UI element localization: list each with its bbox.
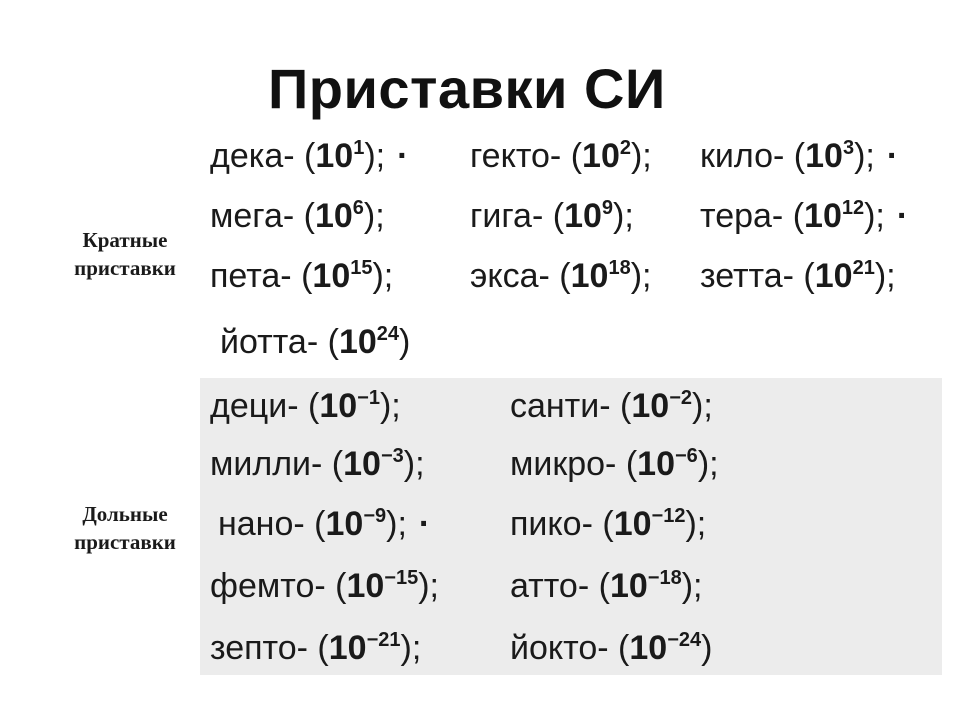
prefix-name: кило- <box>700 137 785 175</box>
prefix-item: йокто- $(10^{-24})$ <box>510 629 713 667</box>
prefix-item: экса- $(10^{18})$; <box>470 257 652 295</box>
prefix-base: 10 <box>609 567 648 605</box>
prefix-item: гекто- $(10^2)$; <box>470 137 652 175</box>
prefix-tail: ); <box>386 505 407 543</box>
prefix-exponent: −2 <box>669 387 692 409</box>
prefix-item: атто- $(10^{-18})$; <box>510 567 703 605</box>
prefix-exponent: 24 <box>376 323 400 345</box>
prefix-base: 10 <box>338 323 377 361</box>
prefix-exponent: 3 <box>842 137 855 159</box>
prefix-item: мега- $(10^6)$; <box>210 197 385 235</box>
prefix-tail: ); <box>692 387 713 425</box>
prefix-base: 10 <box>582 137 620 175</box>
prefix-exponent: −15 <box>384 567 419 589</box>
prefix-base: 10 <box>814 257 853 295</box>
prefix-exponent: −9 <box>363 505 387 527</box>
prefix-base: 10 <box>325 505 364 543</box>
prefix-tail: ); <box>379 387 401 425</box>
prefix-name: дека- <box>210 137 295 175</box>
prefix-base: 10 <box>328 629 367 667</box>
prefix-tail: ); <box>372 257 394 295</box>
prefix-exponent: −6 <box>675 445 698 467</box>
prefix-name: деци- <box>210 387 299 425</box>
prefix-item: микро- $(10^{-6})$; <box>510 445 719 483</box>
multiple-label-line2: приставки <box>74 256 176 280</box>
prefix-exponent: −24 <box>667 629 702 651</box>
prefix-tail: ); <box>864 197 885 235</box>
prefix-item: зепто- $(10^{-21})$; <box>210 629 422 667</box>
multiple-label-line1: Кратные <box>82 228 168 252</box>
prefix-exponent: −18 <box>647 567 682 589</box>
prefix-tail: ); <box>364 137 386 175</box>
prefix-name: пета- <box>210 257 292 295</box>
prefix-base: 10 <box>805 137 843 175</box>
prefix-name: фемто- <box>210 567 326 605</box>
prefix-tail: ) <box>701 629 713 667</box>
prefix-mark: · <box>418 505 431 543</box>
prefix-item: гига- $(10^9)$; <box>470 197 634 235</box>
prefix-name: зепто- <box>210 629 308 667</box>
prefix-name: экса- <box>470 257 550 295</box>
prefix-name: микро- <box>510 445 617 483</box>
prefix-base: 10 <box>314 197 353 235</box>
prefix-name: йотта- <box>220 323 319 361</box>
prefix-tail: ); <box>613 197 634 235</box>
prefix-tail: ); <box>418 567 440 605</box>
prefix-tail: ); <box>681 567 703 605</box>
multiple-group-label <box>50 226 200 282</box>
prefix-name: гига- <box>470 197 544 235</box>
prefix-item: тера- $(10^{12})$; · <box>700 197 909 235</box>
prefix-item: дека- $(10^1)$; · <box>210 137 409 175</box>
prefix-base: 10 <box>319 387 358 425</box>
prefix-base: 10 <box>570 257 609 295</box>
prefix-name: гекто- <box>470 137 562 175</box>
prefix-tail: ); <box>685 505 707 543</box>
prefix-base: 10 <box>343 445 381 483</box>
prefix-tail: ); <box>874 257 896 295</box>
prefix-name: атто- <box>510 567 590 605</box>
prefix-tail: ); <box>403 445 425 483</box>
prefix-name: йокто- <box>510 629 609 667</box>
prefix-base: 10 <box>629 629 668 667</box>
prefix-exponent: 6 <box>352 197 364 219</box>
prefix-exponent: −12 <box>651 505 686 527</box>
prefix-mark: · <box>397 137 409 175</box>
submultiple-label-line2: приставки <box>74 530 176 554</box>
prefix-item: йотта- $(10^{24})$ <box>220 323 411 361</box>
prefix-mark: · <box>896 197 909 235</box>
prefix-name: нано- <box>218 505 305 543</box>
prefix-base: 10 <box>564 197 602 235</box>
prefix-exponent: −1 <box>357 387 380 409</box>
prefix-tail: ); <box>630 137 652 175</box>
prefix-item: пета- $(10^{15})$; <box>210 257 394 295</box>
prefix-base: 10 <box>631 387 670 425</box>
prefix-exponent: 1 <box>353 137 365 159</box>
submultiple-group-label <box>50 500 200 556</box>
prefix-base: 10 <box>315 137 354 175</box>
prefix-item: милли- $(10^{-3})$; <box>210 445 425 483</box>
submultiple-label-line1: Дольные <box>82 502 168 526</box>
prefix-item: пико- $(10^{-12})$; <box>510 505 707 543</box>
prefix-base: 10 <box>613 505 652 543</box>
prefix-exponent: 15 <box>350 257 373 279</box>
prefix-name: мега- <box>210 197 295 235</box>
prefix-name: милли- <box>210 445 323 483</box>
prefix-exponent: −21 <box>366 629 401 651</box>
prefix-tail: ); <box>697 445 719 483</box>
prefix-exponent: 9 <box>601 197 614 219</box>
prefix-base: 10 <box>312 257 351 295</box>
prefix-item: кило- $(10^3)$; · <box>700 137 899 175</box>
prefix-exponent: 18 <box>608 257 631 279</box>
prefix-tail: ); <box>363 197 385 235</box>
prefix-item: фемто- $(10^{-15})$; <box>210 567 440 605</box>
prefix-item: зетта- $(10^{21})$; <box>700 257 896 295</box>
prefix-item: нано- $(10^{-9})$; · <box>218 505 431 543</box>
prefix-item: санти- $(10^{-2})$; <box>510 387 713 425</box>
prefix-base: 10 <box>346 567 385 605</box>
prefix-name: тера- <box>700 197 784 235</box>
prefix-mark: · <box>886 137 899 175</box>
prefix-tail: ); <box>400 629 422 667</box>
prefix-name: санти- <box>510 387 611 425</box>
prefix-tail: ); <box>854 137 875 175</box>
page-title: Приставки СИ <box>268 57 666 120</box>
prefix-name: зетта- <box>700 257 794 295</box>
prefix-name: пико- <box>510 505 593 543</box>
prefix-exponent: 12 <box>841 197 865 219</box>
prefix-exponent: 21 <box>852 257 875 279</box>
prefix-base: 10 <box>804 197 842 235</box>
prefix-tail: ); <box>630 257 652 295</box>
prefix-exponent: 2 <box>619 137 631 159</box>
prefix-item: деци- $(10^{-1})$; <box>210 387 401 425</box>
prefix-base: 10 <box>637 445 675 483</box>
prefix-tail: ) <box>399 323 411 361</box>
prefix-exponent: −3 <box>380 445 404 467</box>
